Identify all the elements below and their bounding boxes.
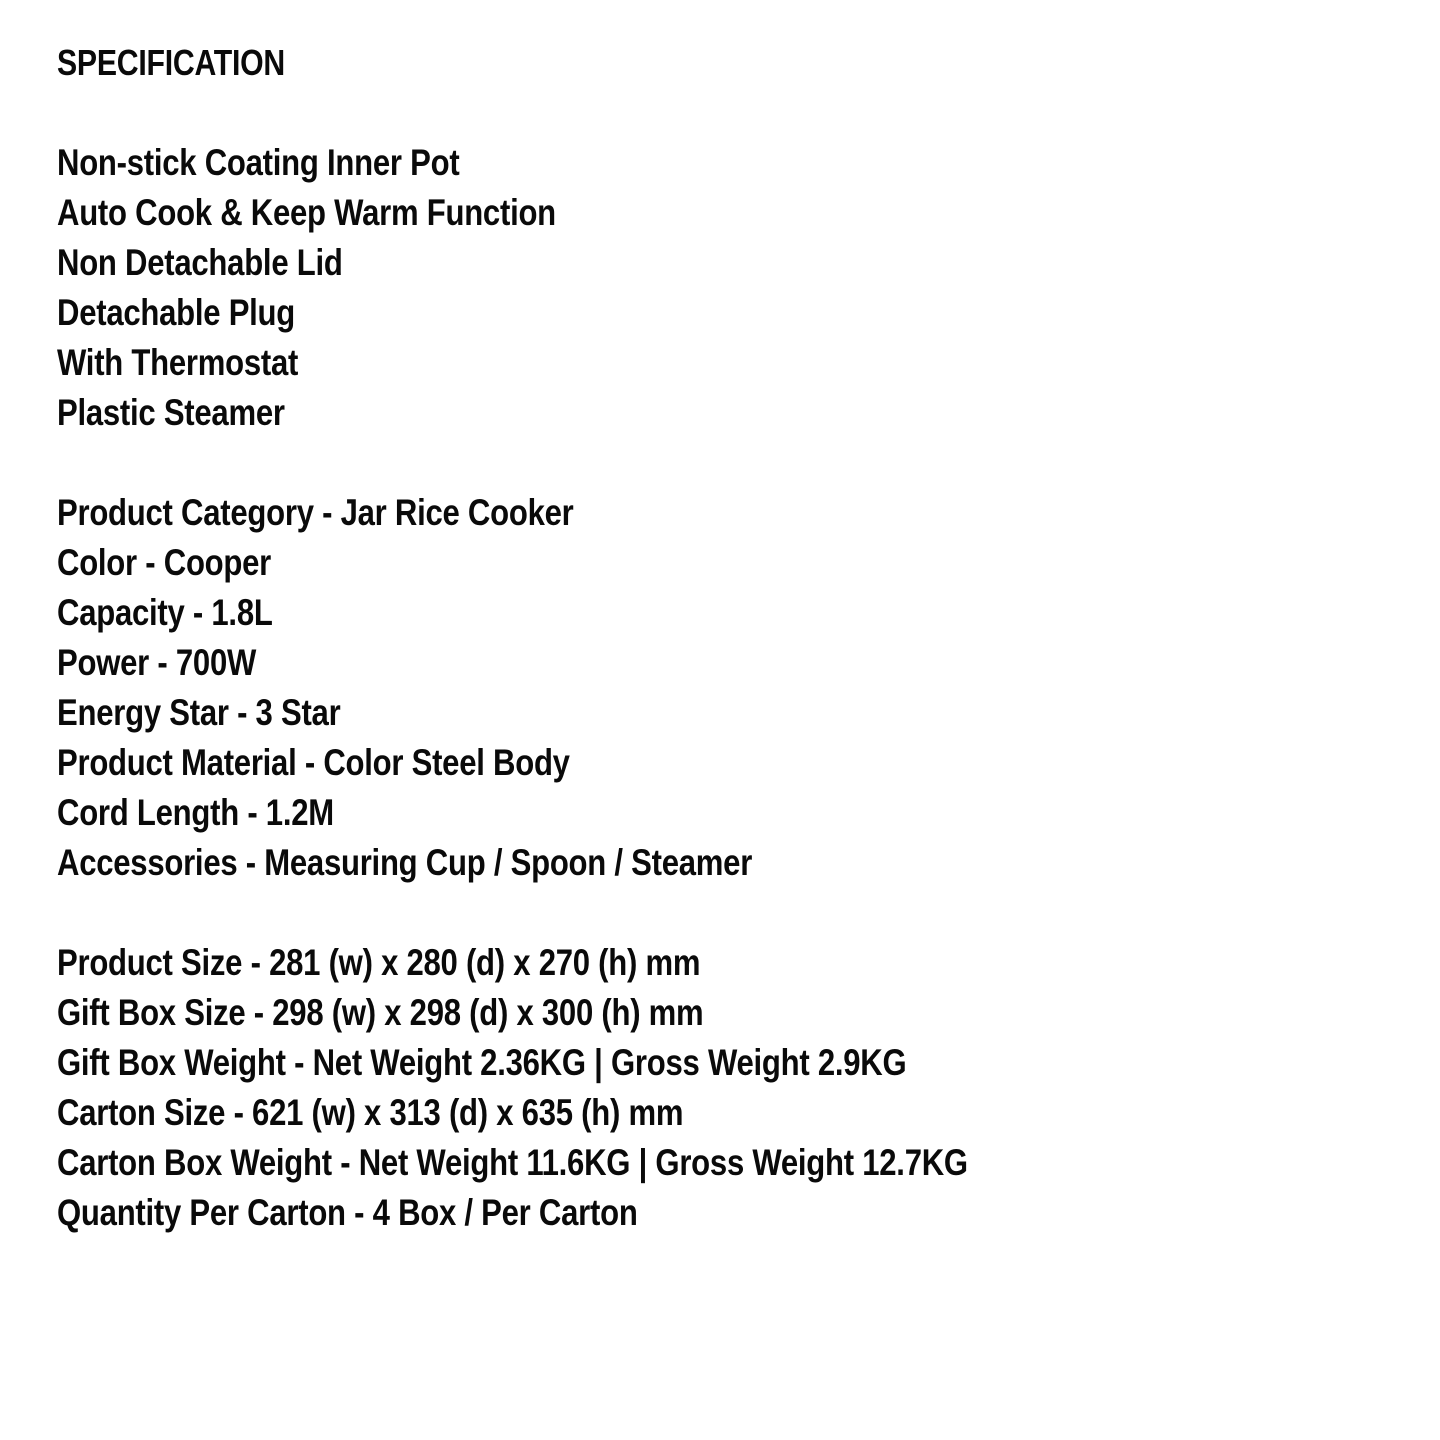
- feature-line: [57, 388, 1410, 438]
- attribute-line: [57, 638, 1410, 688]
- feature-line-text: Auto Cook & Keep Warm Function: [57, 192, 556, 233]
- attribute-line-text: Capacity - 1.8L: [57, 592, 273, 633]
- packaging-line: [57, 938, 1410, 988]
- attribute-line-text: Accessories - Measuring Cup / Spoon / Steamer: [57, 842, 753, 883]
- attribute-line-text: Energy Star - 3 Star: [57, 692, 341, 733]
- feature-line: [57, 288, 1410, 338]
- feature-line-text: Non-stick Coating Inner Pot: [57, 142, 460, 183]
- packaging-line-text: Product Size - 281 (w) x 280 (d) x 270 (h) mm: [57, 942, 701, 983]
- packaging-line-text: Gift Box Weight - Net Weight 2.36KG | Gross Weight 2.9KG: [57, 1042, 907, 1083]
- packaging-line: [57, 1188, 1410, 1238]
- attribute-line-text: Power - 700W: [57, 642, 257, 683]
- packaging-line: [57, 988, 1410, 1038]
- attribute-line: [57, 538, 1410, 588]
- packaging-block: [57, 938, 1410, 1238]
- feature-line-text: Non Detachable Lid: [57, 242, 343, 283]
- attribute-line-text: Product Material - Color Steel Body: [57, 742, 570, 783]
- attribute-line: [57, 788, 1410, 838]
- feature-line: [57, 188, 1410, 238]
- attribute-line: [57, 488, 1410, 538]
- attribute-line: [57, 588, 1410, 638]
- block-gap: [57, 888, 1410, 938]
- packaging-line: [57, 1038, 1410, 1088]
- attribute-line-text: Cord Length - 1.2M: [57, 792, 334, 833]
- feature-line-text: With Thermostat: [57, 342, 299, 383]
- page-title: [57, 38, 1410, 88]
- attribute-line-text: Color - Cooper: [57, 542, 272, 583]
- page-title-text: SPECIFICATION: [57, 42, 286, 83]
- attribute-line: [57, 838, 1410, 888]
- packaging-line-text: Carton Box Weight - Net Weight 11.6KG | Gross Weight 12.7KG: [57, 1142, 968, 1183]
- feature-line-text: Plastic Steamer: [57, 392, 285, 433]
- packaging-line-text: Quantity Per Carton - 4 Box / Per Carton: [57, 1192, 638, 1233]
- feature-line: [57, 338, 1410, 388]
- spec-content: [57, 38, 1410, 1238]
- attribute-line-text: Product Category - Jar Rice Cooker: [57, 492, 574, 533]
- feature-line: [57, 238, 1410, 288]
- spec-heading-block: [57, 38, 1410, 88]
- packaging-line-text: Gift Box Size - 298 (w) x 298 (d) x 300 (h) mm: [57, 992, 704, 1033]
- attributes-block: [57, 488, 1410, 888]
- block-gap: [57, 88, 1410, 138]
- feature-line: [57, 138, 1410, 188]
- attribute-line: [57, 688, 1410, 738]
- feature-line-text: Detachable Plug: [57, 292, 296, 333]
- packaging-line: [57, 1088, 1410, 1138]
- packaging-line: [57, 1138, 1410, 1188]
- attribute-line: [57, 738, 1410, 788]
- features-block: [57, 138, 1410, 438]
- packaging-line-text: Carton Size - 621 (w) x 313 (d) x 635 (h) mm: [57, 1092, 684, 1133]
- block-gap: [57, 438, 1410, 488]
